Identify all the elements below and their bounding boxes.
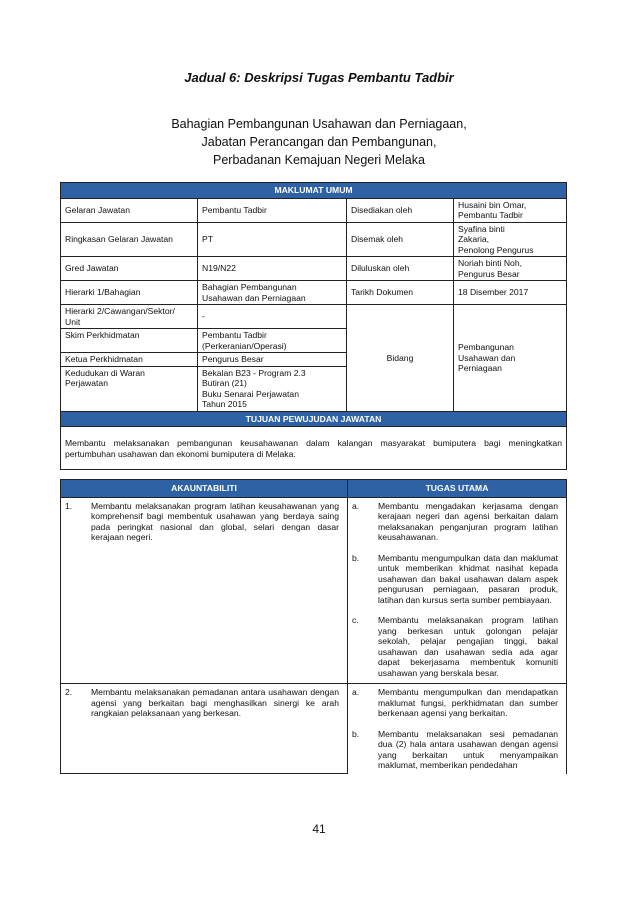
- maklumat-umum-header: MAKLUMAT UMUM: [61, 183, 567, 199]
- bidang-label: Bidang: [347, 305, 454, 412]
- skim-label: Skim Perkhidmatan: [61, 329, 198, 353]
- task-text: Membantu mengadakan kerjasama dengan kerajaan negeri dan agensi berkaitan dalam melaksanakan penganjuran program latihan keusahawanan.: [378, 500, 558, 542]
- gelaran-value: Pembantu Tadbir: [198, 198, 347, 222]
- task-letter: b.: [352, 728, 360, 739]
- gred-value: N19/N22: [198, 257, 347, 281]
- task-letter: b.: [352, 552, 360, 563]
- skim-value: [198, 329, 347, 353]
- tugas-header: TUGAS UTAMA: [348, 480, 567, 498]
- ketua-label: Ketua Perkhidmatan: [61, 353, 198, 367]
- bidang-line: Perniagaan: [458, 363, 502, 373]
- task-letter: a.: [352, 687, 360, 697]
- akauntabiliti-text: Membantu melaksanakan program latihan keusahawanan yang komprehensif bagi membentuk usahawan yang berdaya saing pada peringkat nasional dan global, selari dengan dasar kerajaan negeri.: [91, 500, 339, 542]
- kedudukan-line: Butiran (21): [202, 378, 247, 388]
- task-letter: a.: [352, 500, 360, 511]
- skim-line: (Perkeranian/Operasi): [202, 340, 287, 351]
- kedudukan-label: [61, 366, 198, 411]
- disemak-label: Disemak oleh: [347, 222, 454, 257]
- disediakan-label: Disediakan oleh: [347, 198, 454, 222]
- bidang-line: Pembangunan: [458, 342, 514, 352]
- akauntabiliti-table: [60, 479, 567, 774]
- kedudukan-line: Bekalan B23 - Program 2.3: [202, 367, 306, 378]
- disediakan-value: [454, 198, 567, 222]
- disemak-line: Penolong Pengurus: [458, 244, 534, 255]
- hierarki1-line: Usahawan dan Perniagaan: [202, 292, 306, 303]
- hierarki1-value: [198, 281, 347, 305]
- hierarki2-line: Hierarki 2/Cawangan/Sektor/: [65, 306, 175, 316]
- tarikh-label: Tarikh Dokumen: [347, 281, 454, 305]
- akauntabiliti-cell: [61, 684, 348, 774]
- ringkasan-value: PT: [198, 222, 347, 257]
- maklumat-umum-table: [60, 182, 567, 470]
- tugas-cell: [348, 497, 567, 684]
- task-text: Membantu melaksanakan program latihan yang berkesan untuk golongan pelajar sekolah, pelajar pengajian tinggi, bakal usahawan dan usahawan sedia ada agar dapat bekerjasama membentuk komuniti usahawan yang berskala besar.: [378, 615, 558, 678]
- task-letter: c.: [352, 615, 359, 625]
- gelaran-label: Gelaran Jawatan: [61, 198, 198, 222]
- tujuan-text: Membantu melaksanakan pembangunan keusahawanan dalam kalangan masyarakat bumiputera bagi meningkatkan pertumbuhan usahawan dan ekonomi bumiputera di Melaka.: [61, 427, 567, 470]
- hierarki2-value: -: [198, 305, 347, 329]
- hierarki2-line: Unit: [65, 316, 81, 327]
- hierarki2-label: [61, 305, 198, 329]
- disediakan-line: Husaini bin Omar,: [458, 199, 527, 210]
- table-row: [61, 684, 567, 774]
- subtitle-line: Bahagian Pembangunan Usahawan dan Perniagaan,: [171, 117, 467, 131]
- tujuan-header: TUJUAN PEWUJUDAN JAWATAN: [61, 411, 567, 427]
- job-description-table: [60, 182, 566, 774]
- kedudukan-line: Kedudukan di Waran: [65, 367, 145, 378]
- task-text: Membantu mengumpulkan data dan maklumat untuk memberikan khidmat nasihat kepada usahawan dan bakal usahawan dalam aspek pengurusan perniagaan, pasaran produk, latihan dan kursus serta sumber pembiayaan.: [378, 552, 558, 605]
- hierarki1-line: Bahagian Pembangunan: [202, 282, 297, 292]
- row-number: 2.: [65, 687, 73, 697]
- bidang-line: Usahawan dan: [458, 352, 516, 363]
- list-item: [352, 687, 562, 719]
- diluluskan-label: Diluluskan oleh: [347, 257, 454, 281]
- ketua-value: Pengurus Besar: [198, 353, 347, 367]
- subtitle-line: Jabatan Perancangan dan Pembangunan,: [201, 135, 437, 149]
- diluluskan-line: Noriah binti Noh,: [458, 258, 523, 268]
- task-text: Membantu mengumpulkan dan mendapatkan maklumat fungsi, perkhidmatan dan sumber berkenaan agensi yang berkaitan.: [378, 687, 558, 718]
- akauntabiliti-header: AKAUNTABILITI: [61, 480, 348, 498]
- disemak-line: Zakaria,: [458, 234, 490, 244]
- ringkasan-label: Ringkasan Gelaran Jawatan: [61, 222, 198, 257]
- table-row: [61, 497, 567, 684]
- list-item: [352, 501, 562, 543]
- disediakan-line: Pembantu Tadbir: [458, 210, 523, 220]
- kedudukan-line: Perjawatan: [65, 378, 108, 388]
- hierarki1-label: Hierarki 1/Bahagian: [61, 281, 198, 305]
- page-number: 41: [312, 822, 326, 836]
- gred-label: Gred Jawatan: [61, 257, 198, 281]
- bidang-value: [454, 305, 567, 412]
- document-subtitle: [0, 115, 638, 169]
- kedudukan-line: Tahun 2015: [202, 399, 247, 409]
- row-number: 1.: [65, 500, 73, 511]
- list-item: [352, 729, 562, 771]
- document-title: Jadual 6: Deskripsi Tugas Pembantu Tadbir: [184, 70, 454, 85]
- tarikh-value: 18 Disember 2017: [454, 281, 567, 305]
- disemak-line: Syafina binti: [458, 223, 505, 234]
- diluluskan-value: [454, 257, 567, 281]
- diluluskan-line: Pengurus Besar: [458, 268, 520, 279]
- tugas-cell: [348, 684, 567, 774]
- akauntabiliti-cell: [61, 497, 348, 684]
- kedudukan-line: Buku Senarai Perjawatan: [202, 388, 299, 399]
- list-item: [352, 553, 562, 606]
- kedudukan-value: [198, 366, 347, 411]
- subtitle-line: Perbadanan Kemajuan Negeri Melaka: [213, 153, 425, 167]
- skim-line: Pembantu Tadbir: [202, 330, 267, 340]
- akauntabiliti-text: Membantu melaksanakan pemadanan antara usahawan dengan agensi yang berkaitan bagi menghasilkan sinergi ke arah rangkaian pelaksanaan yang berkesan.: [91, 687, 339, 718]
- disemak-value: [454, 222, 567, 257]
- task-text: Membantu melaksanakan sesi pemadanan dua (2) hala antara usahawan dengan agensi yang berkaitan untuk menyampaikan maklumat, memberikan pendedahan: [378, 728, 558, 770]
- list-item: [352, 615, 562, 678]
